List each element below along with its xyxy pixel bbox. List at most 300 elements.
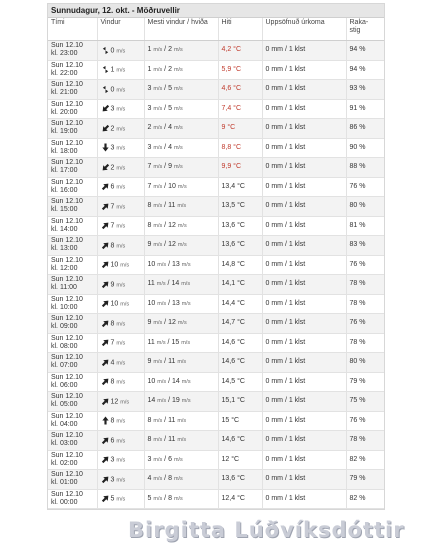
gust-value: 7 [147,182,152,190]
gust-value: 3 [147,85,152,93]
gust-unit: m/s [153,456,163,463]
arrow-southwest-icon [101,164,111,171]
cell-precip: 0 mm / 1 klst [262,255,346,275]
cell-date: Sun 12.10 [51,471,83,479]
cell-temp: 8,8 °C [218,138,262,158]
gust-max-unit: m/s [177,437,187,444]
cell-hour: kl. 23:00 [51,50,78,58]
wind-value: 7 [110,222,115,230]
gust-max-unit: m/s [173,86,183,93]
cell-wind [97,119,144,139]
gust-value: 10 [147,299,156,307]
cell-precip: 0 mm / 1 klst [262,216,346,236]
table-row [48,60,384,80]
table-row [48,470,384,490]
cell-humidity: 83 % [346,236,384,256]
cell-time [48,60,97,80]
wind-unit: m/s [116,281,126,288]
cell-hour: kl. 00:00 [51,498,78,506]
cell-gust: 9 m/s / 11 m/s [144,353,218,373]
gust-max-value: 11 [168,202,176,210]
table-row [48,216,384,236]
cell-precip: 0 mm / 1 klst [262,177,346,197]
table-row [48,236,384,256]
cell-wind [97,60,144,80]
cell-date: Sun 12.10 [51,432,83,440]
cell-gust: 7 m/s / 10 m/s [144,177,218,197]
gust-max-value: 14 [171,377,180,385]
gust-max-value: 19 [171,397,180,405]
gust-max-value: 12 [168,221,176,229]
gust-unit: m/s [153,359,163,366]
wind-value: 2 [110,163,115,171]
cell-temp: 12 °C [218,450,262,470]
table-row [48,255,384,275]
cell-gust: 7 m/s / 9 m/s [144,158,218,178]
cell-hour: kl. 17:00 [51,167,78,175]
cell-wind [97,275,144,295]
gust-unit: m/s [157,398,167,405]
wind-value: 3 [110,475,115,483]
gust-max-unit: m/s [177,417,187,424]
cell-gust: 8 m/s / 11 m/s [144,197,218,217]
gust-value: 10 [147,377,156,385]
gust-max-unit: m/s [173,495,183,502]
cell-humidity: 78 % [346,431,384,451]
arrow-southwest-icon [101,125,111,132]
cell-date: Sun 12.10 [51,412,83,420]
cell-wind [97,216,144,236]
cell-humidity: 75 % [346,392,384,412]
cell-temp: 14,7 °C [218,314,262,334]
arrow-northeast-icon [101,183,111,190]
cell-date: Sun 12.10 [51,256,83,264]
cell-date: Sun 12.10 [51,42,83,50]
cell-humidity: 79 % [346,372,384,392]
gust-max-value: 4 [168,143,172,151]
cell-time [48,158,97,178]
cell-hour: kl. 21:00 [51,89,78,97]
cell-gust: 5 m/s / 8 m/s [144,489,218,509]
cell-wind [97,372,144,392]
cell-time [48,236,97,256]
cell-time [48,314,97,334]
cell-date: Sun 12.10 [51,100,83,108]
gust-value: 9 [147,319,152,327]
cell-wind [97,314,144,334]
cell-precip: 0 mm / 1 klst [262,489,346,509]
arrow-northeast-icon [101,222,111,229]
gust-unit: m/s [153,105,163,112]
gust-max-value: 11 [168,436,176,444]
table-header-row [48,18,384,41]
gust-max-unit: m/s [173,456,183,463]
gust-max-value: 11 [168,358,176,366]
wind-unit: m/s [116,164,126,171]
table-row [48,294,384,314]
cell-gust: 8 m/s / 11 m/s [144,431,218,451]
wind-unit: m/s [116,320,126,327]
cell-time [48,197,97,217]
cell-gust: 11 m/s / 15 m/s [144,333,218,353]
cell-date: Sun 12.10 [51,61,83,69]
forecast-table [48,18,384,509]
cell-temp: 4,6 °C [218,80,262,100]
table-row [48,314,384,334]
cell-temp: 13,6 °C [218,470,262,490]
cell-temp: 13,6 °C [218,236,262,256]
watermark-text: Birgitta Lúðvíksdóttir [128,518,405,542]
cell-wind [97,470,144,490]
wind-value: 3 [110,144,115,152]
cell-hour: kl. 08:00 [51,342,78,350]
cell-time [48,216,97,236]
wind-value: 10 [110,261,119,269]
cell-hour: kl. 05:00 [51,401,78,409]
gust-max-value: 9 [168,163,172,171]
cell-hour: kl. 16:00 [51,186,78,194]
gust-max-value: 11 [168,416,176,424]
gust-unit: m/s [153,164,163,171]
cell-precip: 0 mm / 1 klst [262,99,346,119]
gust-max-unit: m/s [173,66,183,73]
cell-gust: 1 m/s / 2 m/s [144,41,218,61]
cell-temp: 4,2 °C [218,41,262,61]
cell-precip: 0 mm / 1 klst [262,294,346,314]
wind-value: 0 [110,46,115,54]
cell-temp: 13,5 °C [218,197,262,217]
cell-precip: 0 mm / 1 klst [262,314,346,334]
cell-temp: 14,4 °C [218,294,262,314]
gust-max-value: 14 [171,280,180,288]
cell-hour: kl. 18:00 [51,147,78,155]
wind-value: 8 [110,241,115,249]
gust-max-value: 12 [168,319,176,327]
gust-value: 11 [147,280,155,288]
wind-value: 6 [110,436,115,444]
cell-humidity: 76 % [346,314,384,334]
arrow-south-icon [101,144,111,151]
wind-unit: m/s [116,437,126,444]
cell-humidity: 88 % [346,158,384,178]
cell-precip: 0 mm / 1 klst [262,60,346,80]
cell-time [48,119,97,139]
wind-unit: m/s [116,457,126,464]
forecast-card [47,3,385,510]
gust-unit: m/s [153,86,163,93]
header-time[interactable]: Tími [48,18,97,41]
cell-humidity: 90 % [346,138,384,158]
gust-value: 8 [147,221,152,229]
cell-hour: kl. 13:00 [51,245,78,253]
cell-humidity: 82 % [346,489,384,509]
cell-precip: 0 mm / 1 klst [262,411,346,431]
cell-humidity: 81 % [346,216,384,236]
wind-value: 7 [110,339,115,347]
cell-date: Sun 12.10 [51,451,83,459]
gust-unit: m/s [157,378,167,385]
gust-max-unit: m/s [173,105,183,112]
arrow-northeast-icon [101,281,111,288]
gust-unit: m/s [157,261,167,268]
table-row [48,333,384,353]
cell-humidity: 93 % [346,80,384,100]
wind-unit: m/s [116,203,126,210]
cell-precip: 0 mm / 1 klst [262,392,346,412]
cell-humidity: 94 % [346,60,384,80]
cell-humidity: 80 % [346,353,384,373]
table-row [48,275,384,295]
forecast-title: Sunnudagur, 12. okt. - Möðruvellir [48,4,384,18]
cell-temp: 9,9 °C [218,158,262,178]
gust-value: 9 [147,241,152,249]
cell-time [48,275,97,295]
gust-unit: m/s [156,281,166,288]
gust-value: 14 [147,397,156,405]
wind-unit: m/s [116,47,126,54]
cell-time [48,138,97,158]
wind-value: 8 [110,319,115,327]
gust-unit: m/s [153,320,163,327]
wind-value: 8 [110,378,115,386]
cell-humidity: 76 % [346,411,384,431]
gust-value: 8 [147,416,152,424]
cell-wind [97,489,144,509]
cell-precip: 0 mm / 1 klst [262,197,346,217]
wind-unit: m/s [116,125,126,132]
arrow-northeast-icon [101,300,111,307]
gust-max-value: 5 [168,85,172,93]
table-body [48,41,384,509]
cell-wind [97,431,144,451]
gust-unit: m/s [153,47,163,54]
arrow-north-icon [101,417,111,424]
table-row [48,80,384,100]
cell-date: Sun 12.10 [51,490,83,498]
cell-time [48,431,97,451]
arrow-northeast-icon [101,437,111,444]
cell-time [48,80,97,100]
cell-gust: 2 m/s / 4 m/s [144,119,218,139]
gust-unit: m/s [153,417,163,424]
cell-precip: 0 mm / 1 klst [262,236,346,256]
wind-value: 4 [110,358,115,366]
gust-value: 1 [147,46,152,54]
cell-time [48,353,97,373]
gust-unit: m/s [153,242,163,249]
cell-time [48,294,97,314]
gust-value: 8 [147,202,152,210]
wind-value: 12 [110,397,119,405]
cell-humidity: 78 % [346,294,384,314]
cell-humidity: 79 % [346,470,384,490]
header-wind[interactable]: Vindur [97,18,144,41]
table-row [48,138,384,158]
calm-wind-icon [101,47,111,54]
gust-value: 3 [147,143,152,151]
cell-time [48,99,97,119]
cell-precip: 0 mm / 1 klst [262,41,346,61]
cell-gust: 3 m/s / 5 m/s [144,99,218,119]
arrow-northeast-icon [101,203,111,210]
wind-unit: m/s [116,184,126,191]
wind-value: 9 [110,280,115,288]
cell-temp: 14,5 °C [218,372,262,392]
header-temp[interactable]: Hiti [218,18,262,41]
cell-hour: kl. 22:00 [51,69,78,77]
cell-date: Sun 12.10 [51,178,83,186]
gust-unit: m/s [153,203,163,210]
cell-date: Sun 12.10 [51,198,83,206]
table-row [48,372,384,392]
gust-max-value: 13 [171,299,180,307]
cell-temp: 13,4 °C [218,177,262,197]
wind-unit: m/s [116,242,126,249]
table-row [48,197,384,217]
table-row [48,177,384,197]
wind-unit: m/s [120,301,130,308]
cell-hour: kl. 19:00 [51,128,78,136]
arrow-northeast-icon [101,495,111,502]
wind-value: 1 [110,66,115,74]
wind-value: 8 [110,417,115,425]
gust-unit: m/s [157,300,167,307]
table-row [48,431,384,451]
cell-hour: kl. 12:00 [51,264,78,272]
arrow-northeast-icon [101,242,111,249]
cell-hour: kl. 01:00 [51,479,78,487]
cell-gust: 3 m/s / 4 m/s [144,138,218,158]
gust-max-value: 8 [168,475,172,483]
cell-date: Sun 12.10 [51,315,83,323]
gust-max-unit: m/s [173,144,183,151]
gust-value: 9 [147,358,152,366]
wind-value: 10 [110,300,119,308]
cell-date: Sun 12.10 [51,237,83,245]
gust-unit: m/s [153,144,163,151]
wind-unit: m/s [116,145,126,152]
wind-value: 5 [110,495,115,503]
wind-unit: m/s [116,223,126,230]
gust-max-unit: m/s [177,242,187,249]
header-precip[interactable]: Uppsöfnuð úrkoma [262,18,346,41]
cell-wind [97,138,144,158]
arrow-northeast-icon [101,378,111,385]
gust-value: 7 [147,163,152,171]
cell-hour: kl. 15:00 [51,206,78,214]
table-row [48,158,384,178]
cell-temp: 14,1 °C [218,275,262,295]
cell-gust: 14 m/s / 19 m/s [144,392,218,412]
cell-date: Sun 12.10 [51,334,83,342]
cell-humidity: 78 % [346,333,384,353]
wind-unit: m/s [116,67,126,74]
cell-time [48,372,97,392]
gust-value: 11 [147,338,155,346]
header-gust[interactable]: Mesti vindur / hviða [144,18,218,41]
gust-max-value: 10 [168,182,176,190]
cell-temp: 15,1 °C [218,392,262,412]
cell-temp: 14,6 °C [218,333,262,353]
gust-unit: m/s [153,495,163,502]
cell-date: Sun 12.10 [51,354,83,362]
cell-wind [97,236,144,256]
gust-max-value: 4 [168,124,172,132]
cell-time [48,333,97,353]
cell-hour: kl. 20:00 [51,108,78,116]
gust-unit: m/s [153,183,163,190]
gust-unit: m/s [153,222,163,229]
cell-time [48,255,97,275]
wind-unit: m/s [116,418,126,425]
header-humidity[interactable]: Raka- stig [346,18,384,41]
gust-max-unit: m/s [173,125,183,132]
cell-temp: 9 °C [218,119,262,139]
gust-value: 4 [147,475,152,483]
cell-gust: 8 m/s / 11 m/s [144,411,218,431]
wind-unit: m/s [116,340,126,347]
cell-precip: 0 mm / 1 klst [262,372,346,392]
arrow-northeast-icon [101,456,111,463]
wind-value: 3 [110,105,115,113]
cell-wind [97,99,144,119]
cell-precip: 0 mm / 1 klst [262,353,346,373]
cell-precip: 0 mm / 1 klst [262,275,346,295]
gust-value: 5 [147,494,152,502]
wind-unit: m/s [120,262,130,269]
cell-date: Sun 12.10 [51,276,83,284]
cell-hour: kl. 04:00 [51,420,78,428]
gust-max-unit: m/s [181,378,191,385]
calm-wind-icon [101,66,111,73]
cell-date: Sun 12.10 [51,373,83,381]
wind-value: 2 [110,124,115,132]
cell-humidity: 86 % [346,119,384,139]
table-row [48,119,384,139]
cell-wind [97,294,144,314]
wind-unit: m/s [120,398,130,405]
gust-max-value: 6 [168,455,172,463]
cell-temp: 12,4 °C [218,489,262,509]
gust-max-unit: m/s [181,261,191,268]
cell-humidity: 80 % [346,197,384,217]
cell-temp: 15 °C [218,411,262,431]
table-row [48,411,384,431]
gust-value: 2 [147,124,152,132]
gust-max-unit: m/s [181,339,191,346]
wind-value: 6 [110,183,115,191]
cell-humidity: 78 % [346,275,384,295]
gust-unit: m/s [153,476,163,483]
table-row [48,450,384,470]
gust-value: 10 [147,260,156,268]
gust-max-unit: m/s [177,183,187,190]
cell-temp: 13,6 °C [218,216,262,236]
cell-wind [97,450,144,470]
table-row [48,353,384,373]
cell-temp: 7,4 °C [218,99,262,119]
cell-precip: 0 mm / 1 klst [262,431,346,451]
cell-precip: 0 mm / 1 klst [262,119,346,139]
cell-humidity: 91 % [346,99,384,119]
cell-time [48,392,97,412]
cell-precip: 0 mm / 1 klst [262,470,346,490]
cell-hour: kl. 10:00 [51,303,78,311]
table-row [48,41,384,61]
wind-value: 3 [110,456,115,464]
arrow-northeast-icon [101,398,111,405]
arrow-northeast-icon [101,320,111,327]
